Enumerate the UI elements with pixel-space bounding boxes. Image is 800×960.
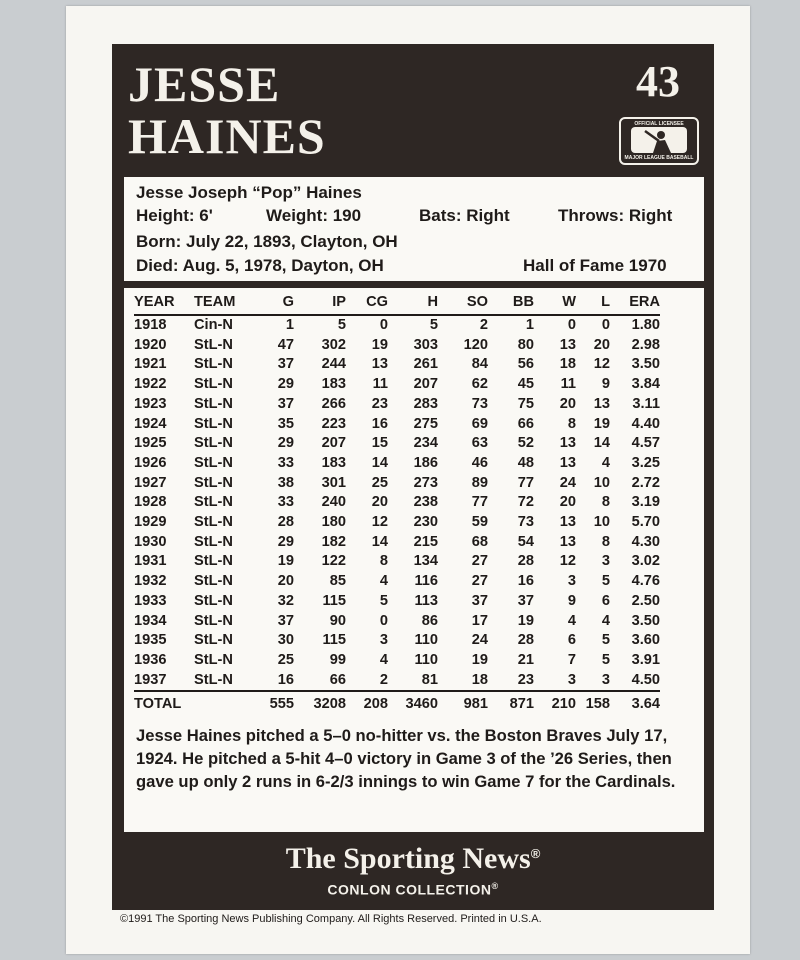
cell-so: 2: [479, 317, 488, 333]
conlon-collection: [112, 881, 714, 898]
cell-ip: 301: [321, 474, 346, 491]
cell-h: 81: [421, 671, 438, 688]
total-ip: 3208: [294, 691, 346, 716]
cell-team: StL-N: [194, 592, 233, 609]
cell-cg: 20: [371, 494, 388, 511]
stats-row: [134, 395, 660, 415]
col-w: W: [534, 290, 576, 315]
stats-body: [134, 315, 660, 691]
sporting-news-logo: [112, 842, 714, 876]
cell-g: 25: [277, 651, 294, 668]
career-highlight: Jesse Haines pitched a 5–0 no-hitter vs. the Boston Braves July 17, 1924. He pitched a 5-hit 4–0 victory in Game 3 of the ’26 Series, then gave up only 2 runs in 6-2/3 innings to win Game 7 for the Cardinals.: [136, 726, 676, 791]
cell-w: 13: [559, 336, 576, 353]
stats-total-row: [134, 691, 660, 716]
cell-ip: 122: [321, 553, 346, 570]
cell-w: 20: [559, 494, 576, 511]
cell-so: 59: [471, 514, 488, 531]
cell-g: 20: [277, 573, 294, 590]
first-name: JESSE: [128, 56, 281, 112]
logo-bottom-text: MAJOR LEAGUE BASEBALL: [624, 155, 694, 161]
cell-ip: 99: [329, 651, 346, 668]
cell-so: 62: [471, 376, 488, 393]
stats-panel: [124, 288, 704, 832]
batter-silhouette-icon: [631, 127, 687, 153]
total-g: 555: [254, 691, 294, 716]
cell-cg: 25: [371, 474, 388, 491]
cell-so: 17: [471, 612, 488, 629]
cell-cg: 11: [372, 376, 388, 393]
cell-w: 20: [559, 395, 576, 412]
cell-so: 69: [471, 415, 488, 432]
total-era: 3.64: [610, 691, 660, 716]
cell-g: 37: [277, 395, 294, 412]
cell-ip: 66: [329, 671, 346, 688]
stats-row: [134, 375, 660, 395]
stats-row: [134, 671, 660, 692]
height: Height: 6': [136, 206, 213, 225]
copyright-line: ©1991 The Sporting News Publishing Company. All Rights Reserved. Printed in U.S.A.: [120, 913, 542, 925]
total-label: TOTAL: [134, 691, 194, 716]
throws: Throws: Right: [558, 206, 673, 225]
cell-ip: 182: [321, 533, 346, 550]
cell-ip: 223: [321, 415, 346, 432]
cell-so: 27: [471, 553, 488, 570]
cell-year: 1925: [134, 435, 167, 452]
cell-ip: 266: [321, 395, 346, 412]
cell-h: 261: [413, 356, 438, 373]
cell-h: 110: [414, 651, 438, 668]
cell-bb: 66: [517, 415, 534, 432]
cell-w: 8: [567, 415, 576, 432]
cell-bb: 54: [517, 533, 534, 550]
cell-so: 84: [471, 356, 488, 373]
stats-row: [134, 631, 660, 651]
cell-l: 20: [593, 336, 610, 353]
col-bb: BB: [488, 290, 534, 315]
cell-year: 1934: [134, 612, 167, 629]
stats-row: [134, 415, 660, 435]
cell-bb: 23: [517, 671, 534, 688]
stats-row: [134, 651, 660, 671]
cell-so: 46: [471, 454, 488, 471]
cell-g: 37: [277, 612, 294, 629]
brand-registered-mark: ®: [530, 846, 541, 861]
cell-cg: 13: [371, 356, 388, 373]
cell-so: 68: [471, 533, 488, 550]
cell-ip: 302: [321, 336, 346, 353]
bats: Bats: Right: [419, 206, 510, 225]
cell-g: 33: [277, 494, 294, 511]
cell-ip: 183: [321, 454, 346, 471]
stats-row: [134, 454, 660, 474]
cell-l: 12: [593, 356, 610, 373]
cell-year: 1923: [134, 395, 167, 412]
cell-l: 8: [601, 494, 610, 511]
cell-g: 38: [277, 474, 294, 491]
cell-g: 32: [277, 592, 294, 609]
cell-cg: 3: [379, 632, 388, 649]
col-g: G: [254, 290, 294, 315]
cell-year: 1918: [134, 317, 167, 333]
cell-g: 28: [277, 514, 294, 531]
cell-bb: 1: [525, 317, 534, 333]
cell-year: 1920: [134, 336, 167, 353]
cell-cg: 12: [371, 514, 388, 531]
cell-year: 1922: [134, 376, 167, 393]
cell-l: 10: [593, 514, 610, 531]
stats-row: [134, 592, 660, 612]
cell-cg: 5: [379, 592, 388, 609]
cell-g: 29: [277, 533, 294, 550]
cell-cg: 0: [379, 317, 388, 333]
cell-ip: 5: [337, 317, 346, 333]
cell-cg: 15: [371, 435, 388, 452]
cell-h: 215: [413, 533, 438, 550]
last-name: HAINES: [128, 108, 326, 164]
stats-row: [134, 315, 660, 336]
cell-so: 89: [471, 474, 488, 491]
stats-row: [134, 513, 660, 533]
cell-w: 11: [560, 376, 576, 393]
cell-w: 13: [559, 435, 576, 452]
col-ip: IP: [294, 290, 346, 315]
cell-l: 13: [593, 395, 610, 412]
cell-cg: 4: [379, 573, 388, 590]
weight: Weight: 190: [266, 206, 362, 225]
stats-row: [134, 552, 660, 572]
stats-row: [134, 572, 660, 592]
cell-era: 3.25: [631, 454, 660, 471]
cell-team: StL-N: [194, 514, 233, 531]
cell-h: 86: [421, 612, 438, 629]
cell-year: 1932: [134, 573, 167, 590]
cell-so: 73: [471, 395, 488, 412]
col-era: ERA: [610, 290, 660, 315]
cell-ip: 207: [321, 435, 346, 452]
cell-era: 2.72: [631, 474, 660, 491]
cell-bb: 56: [517, 356, 534, 373]
cell-team: StL-N: [194, 336, 233, 353]
cell-w: 0: [567, 317, 576, 333]
cell-year: 1935: [134, 632, 167, 649]
cell-era: 3.84: [631, 376, 660, 393]
cell-w: 18: [559, 356, 576, 373]
logo-top-text: OFFICIAL LICENSEE: [634, 121, 684, 127]
cell-team: StL-N: [194, 435, 233, 452]
cell-bb: 72: [517, 494, 534, 511]
cell-year: 1931: [134, 553, 167, 570]
cell-h: 113: [414, 592, 438, 609]
cell-year: 1930: [134, 533, 167, 550]
cell-bb: 21: [517, 651, 534, 668]
cell-w: 13: [559, 533, 576, 550]
stats-row: [134, 474, 660, 494]
total-bb: 871: [488, 691, 534, 716]
cell-h: 238: [413, 494, 438, 511]
cell-bb: 52: [517, 435, 534, 452]
cell-year: 1933: [134, 592, 167, 609]
cell-w: 9: [567, 592, 576, 609]
died: Died: Aug. 5, 1978, Dayton, OH: [136, 256, 384, 275]
cell-l: 0: [601, 317, 610, 333]
cell-team: StL-N: [194, 632, 233, 649]
collection-name: CONLON COLLECTION: [327, 881, 492, 898]
stats-table: [134, 290, 660, 716]
cell-era: 2.50: [631, 592, 660, 609]
cell-era: 4.76: [631, 573, 660, 590]
cell-team: Cin-N: [194, 317, 233, 333]
col-h: H: [388, 290, 438, 315]
cell-w: 3: [567, 573, 576, 590]
cell-g: 29: [277, 376, 294, 393]
cell-so: 37: [471, 592, 488, 609]
cell-era: 3.60: [631, 632, 660, 649]
cell-era: 2.98: [631, 336, 660, 353]
cell-era: 3.50: [631, 612, 660, 629]
cell-w: 6: [567, 632, 576, 649]
cell-g: 19: [277, 553, 294, 570]
cell-ip: 244: [321, 356, 346, 373]
col-l: L: [576, 290, 610, 315]
cell-team: StL-N: [194, 553, 233, 570]
cell-g: 30: [277, 632, 294, 649]
cell-h: 234: [413, 435, 438, 452]
cell-ip: 115: [322, 592, 346, 609]
cell-era: 3.91: [631, 651, 660, 668]
cell-cg: 14: [371, 454, 388, 471]
cell-so: 18: [471, 671, 488, 688]
cell-bb: 28: [517, 632, 534, 649]
total-cg: 208: [346, 691, 388, 716]
cell-so: 19: [471, 651, 488, 668]
col-team: TEAM: [194, 290, 254, 315]
cell-ip: 115: [322, 632, 346, 649]
cell-so: 77: [471, 494, 488, 511]
cell-w: 13: [559, 454, 576, 471]
cell-era: 3.11: [632, 395, 660, 412]
born: Born: July 22, 1893, Clayton, OH: [136, 232, 398, 251]
cell-h: 273: [413, 474, 438, 491]
cell-year: 1936: [134, 651, 167, 668]
cell-team: StL-N: [194, 454, 233, 471]
stats-row: [134, 355, 660, 375]
cell-h: 134: [413, 553, 438, 570]
cell-team: StL-N: [194, 651, 233, 668]
cell-team: StL-N: [194, 533, 233, 550]
brand-name: The Sporting News: [285, 842, 531, 875]
cell-l: 10: [593, 474, 610, 491]
cell-cg: 19: [371, 336, 388, 353]
cell-so: 63: [471, 435, 488, 452]
cell-year: 1924: [134, 415, 167, 432]
cell-g: 1: [285, 317, 294, 333]
cell-year: 1937: [134, 671, 167, 688]
cell-w: 4: [567, 612, 576, 629]
stats-row: [134, 336, 660, 356]
cell-era: 3.19: [631, 494, 660, 511]
cell-ip: 85: [329, 573, 346, 590]
cell-era: 3.50: [631, 356, 660, 373]
cell-cg: 23: [371, 395, 388, 412]
cell-cg: 0: [379, 612, 388, 629]
cell-team: StL-N: [194, 494, 233, 511]
cell-year: 1929: [134, 514, 167, 531]
cell-era: 5.70: [631, 514, 660, 531]
cell-l: 3: [601, 553, 610, 570]
cell-cg: 2: [379, 671, 388, 688]
cell-l: 8: [601, 533, 610, 550]
cell-bb: 77: [517, 474, 534, 491]
stats-row: [134, 533, 660, 553]
cell-bb: 37: [517, 592, 534, 609]
cell-l: 6: [601, 592, 610, 609]
col-cg: CG: [346, 290, 388, 315]
total-team: [194, 691, 254, 716]
card-number: 43: [636, 57, 680, 106]
cell-l: 5: [601, 573, 610, 590]
cell-w: 12: [559, 553, 576, 570]
cell-era: 4.57: [631, 435, 660, 452]
cell-w: 24: [559, 474, 576, 491]
total-l: 158: [576, 691, 610, 716]
cell-team: StL-N: [194, 612, 233, 629]
collection-registered-mark: ®: [491, 881, 499, 891]
bio-panel: [124, 177, 704, 281]
cell-bb: 48: [517, 454, 534, 471]
cell-bb: 75: [517, 395, 534, 412]
cell-year: 1926: [134, 454, 167, 471]
cell-g: 16: [277, 671, 294, 688]
cell-so: 27: [471, 573, 488, 590]
cell-g: 47: [277, 336, 294, 353]
cell-h: 275: [413, 415, 438, 432]
cell-g: 29: [277, 435, 294, 452]
cell-bb: 45: [517, 376, 534, 393]
stats-row: [134, 493, 660, 513]
cell-h: 283: [413, 395, 438, 412]
cell-w: 13: [559, 514, 576, 531]
cell-team: StL-N: [194, 395, 233, 412]
cell-cg: 4: [379, 651, 388, 668]
cell-bb: 80: [517, 336, 534, 353]
cell-team: StL-N: [194, 474, 233, 491]
cell-era: 1.80: [631, 317, 660, 333]
cell-h: 207: [413, 376, 438, 393]
cell-l: 5: [601, 651, 610, 668]
cell-h: 110: [414, 632, 438, 649]
hall-of-fame: Hall of Fame 1970: [523, 256, 667, 275]
stats-row: [134, 434, 660, 454]
cell-w: 7: [567, 651, 576, 668]
total-so: 981: [438, 691, 488, 716]
cell-ip: 240: [321, 494, 346, 511]
col-year: YEAR: [134, 290, 194, 315]
cell-year: 1921: [134, 356, 167, 373]
cell-team: StL-N: [194, 415, 233, 432]
cell-cg: 8: [379, 553, 388, 570]
cell-so: 24: [471, 632, 488, 649]
cell-bb: 19: [517, 612, 534, 629]
cell-team: StL-N: [194, 356, 233, 373]
stats-header-row: [134, 290, 660, 315]
cell-team: StL-N: [194, 671, 233, 688]
full-name: Jesse Joseph “Pop” Haines: [136, 183, 362, 202]
cell-era: 4.40: [631, 415, 660, 432]
cell-cg: 14: [371, 533, 388, 550]
cell-bb: 73: [517, 514, 534, 531]
player-name: [128, 58, 326, 162]
cell-year: 1927: [134, 474, 167, 491]
cell-l: 3: [601, 671, 610, 688]
cell-bb: 28: [517, 553, 534, 570]
cell-g: 33: [277, 454, 294, 471]
cell-h: 230: [413, 514, 438, 531]
cell-era: 4.30: [631, 533, 660, 550]
cell-ip: 90: [329, 612, 346, 629]
stats-row: [134, 612, 660, 632]
cell-team: StL-N: [194, 573, 233, 590]
cell-so: 120: [463, 336, 488, 353]
cell-l: 14: [593, 435, 610, 452]
cell-g: 35: [277, 415, 294, 432]
cell-year: 1928: [134, 494, 167, 511]
cell-l: 9: [601, 376, 610, 393]
cell-bb: 16: [517, 573, 534, 590]
cell-era: 4.50: [631, 671, 660, 688]
cell-era: 3.02: [631, 553, 660, 570]
cell-h: 116: [414, 573, 438, 590]
cell-ip: 183: [321, 376, 346, 393]
total-h: 3460: [388, 691, 438, 716]
cell-ip: 180: [321, 514, 346, 531]
cell-l: 4: [601, 454, 610, 471]
col-so: SO: [438, 290, 488, 315]
cell-w: 3: [567, 671, 576, 688]
cell-h: 186: [413, 454, 438, 471]
total-w: 210: [534, 691, 576, 716]
cell-l: 19: [593, 415, 610, 432]
cell-l: 5: [601, 632, 610, 649]
cell-team: StL-N: [194, 376, 233, 393]
cell-h: 5: [429, 317, 438, 333]
cell-h: 303: [413, 336, 438, 353]
cell-g: 37: [277, 356, 294, 373]
cell-cg: 16: [371, 415, 388, 432]
mlb-logo: [619, 117, 699, 165]
cell-l: 4: [601, 612, 610, 629]
